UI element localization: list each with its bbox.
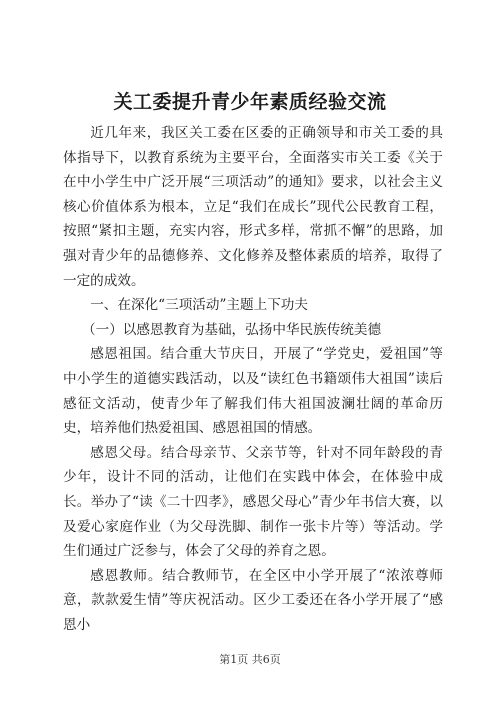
subsection-heading: （一）以感恩教育为基础，弘扬中华民族传统美德 xyxy=(82,321,382,338)
page-number-footer: 第1页 共6页 xyxy=(219,653,281,666)
intro-paragraph: 近几年来，我区关工委在区委的正确领导和市关工委的具体指导下，以教育系统为主要平台，全面落实市关工委《关于在中小学生中广泛开展“三项活动”的通知》要求，以社会主义核心价值体系为根本，立足“我们在成长”现代公民教育工程，按照“紧扣主题，充实内容，形式多样，常抓不懈”的思路，加强对青少年的品德修养、文化修养及整体素质的培养，取得了一定的成效。 xyxy=(63,125,443,289)
document-title: 关工委提升青少年素质经验交流 xyxy=(113,91,387,113)
document-body xyxy=(63,121,443,637)
body-paragraph: 感恩教师。结合教师节，在全区中小学开展了“浓浓尊师意，款款爱生情”等庆祝活动。区少工委还在各小学开展了“感恩小 xyxy=(63,567,443,633)
body-paragraph: 感恩祖国。结合重大节庆日，开展了“学党史，爱祖国”等中小学生的道德实践活动，以及“读红色书籍颂伟大祖国”读后感征文活动，使青少年了解我们伟大祖国波澜壮阔的革命历史，培养他们热爱祖国、感恩祖国的情感。 xyxy=(63,346,443,437)
body-paragraph: 感恩父母。结合母亲节、父亲节等，针对不同年龄段的青少年，设计不同的活动，让他们在实践中体会，在体验中成长。举办了“读《二十四孝》，感恩父母心”青少年书信大赛，以及爱心家庭作业（为父母洗脚、制作一张卡片等）等活动。学生们通过广泛参与，体会了父母的养育之恩。 xyxy=(63,444,443,560)
section-heading: 一、在深化“三项活动”主题上下功夫 xyxy=(90,297,308,314)
